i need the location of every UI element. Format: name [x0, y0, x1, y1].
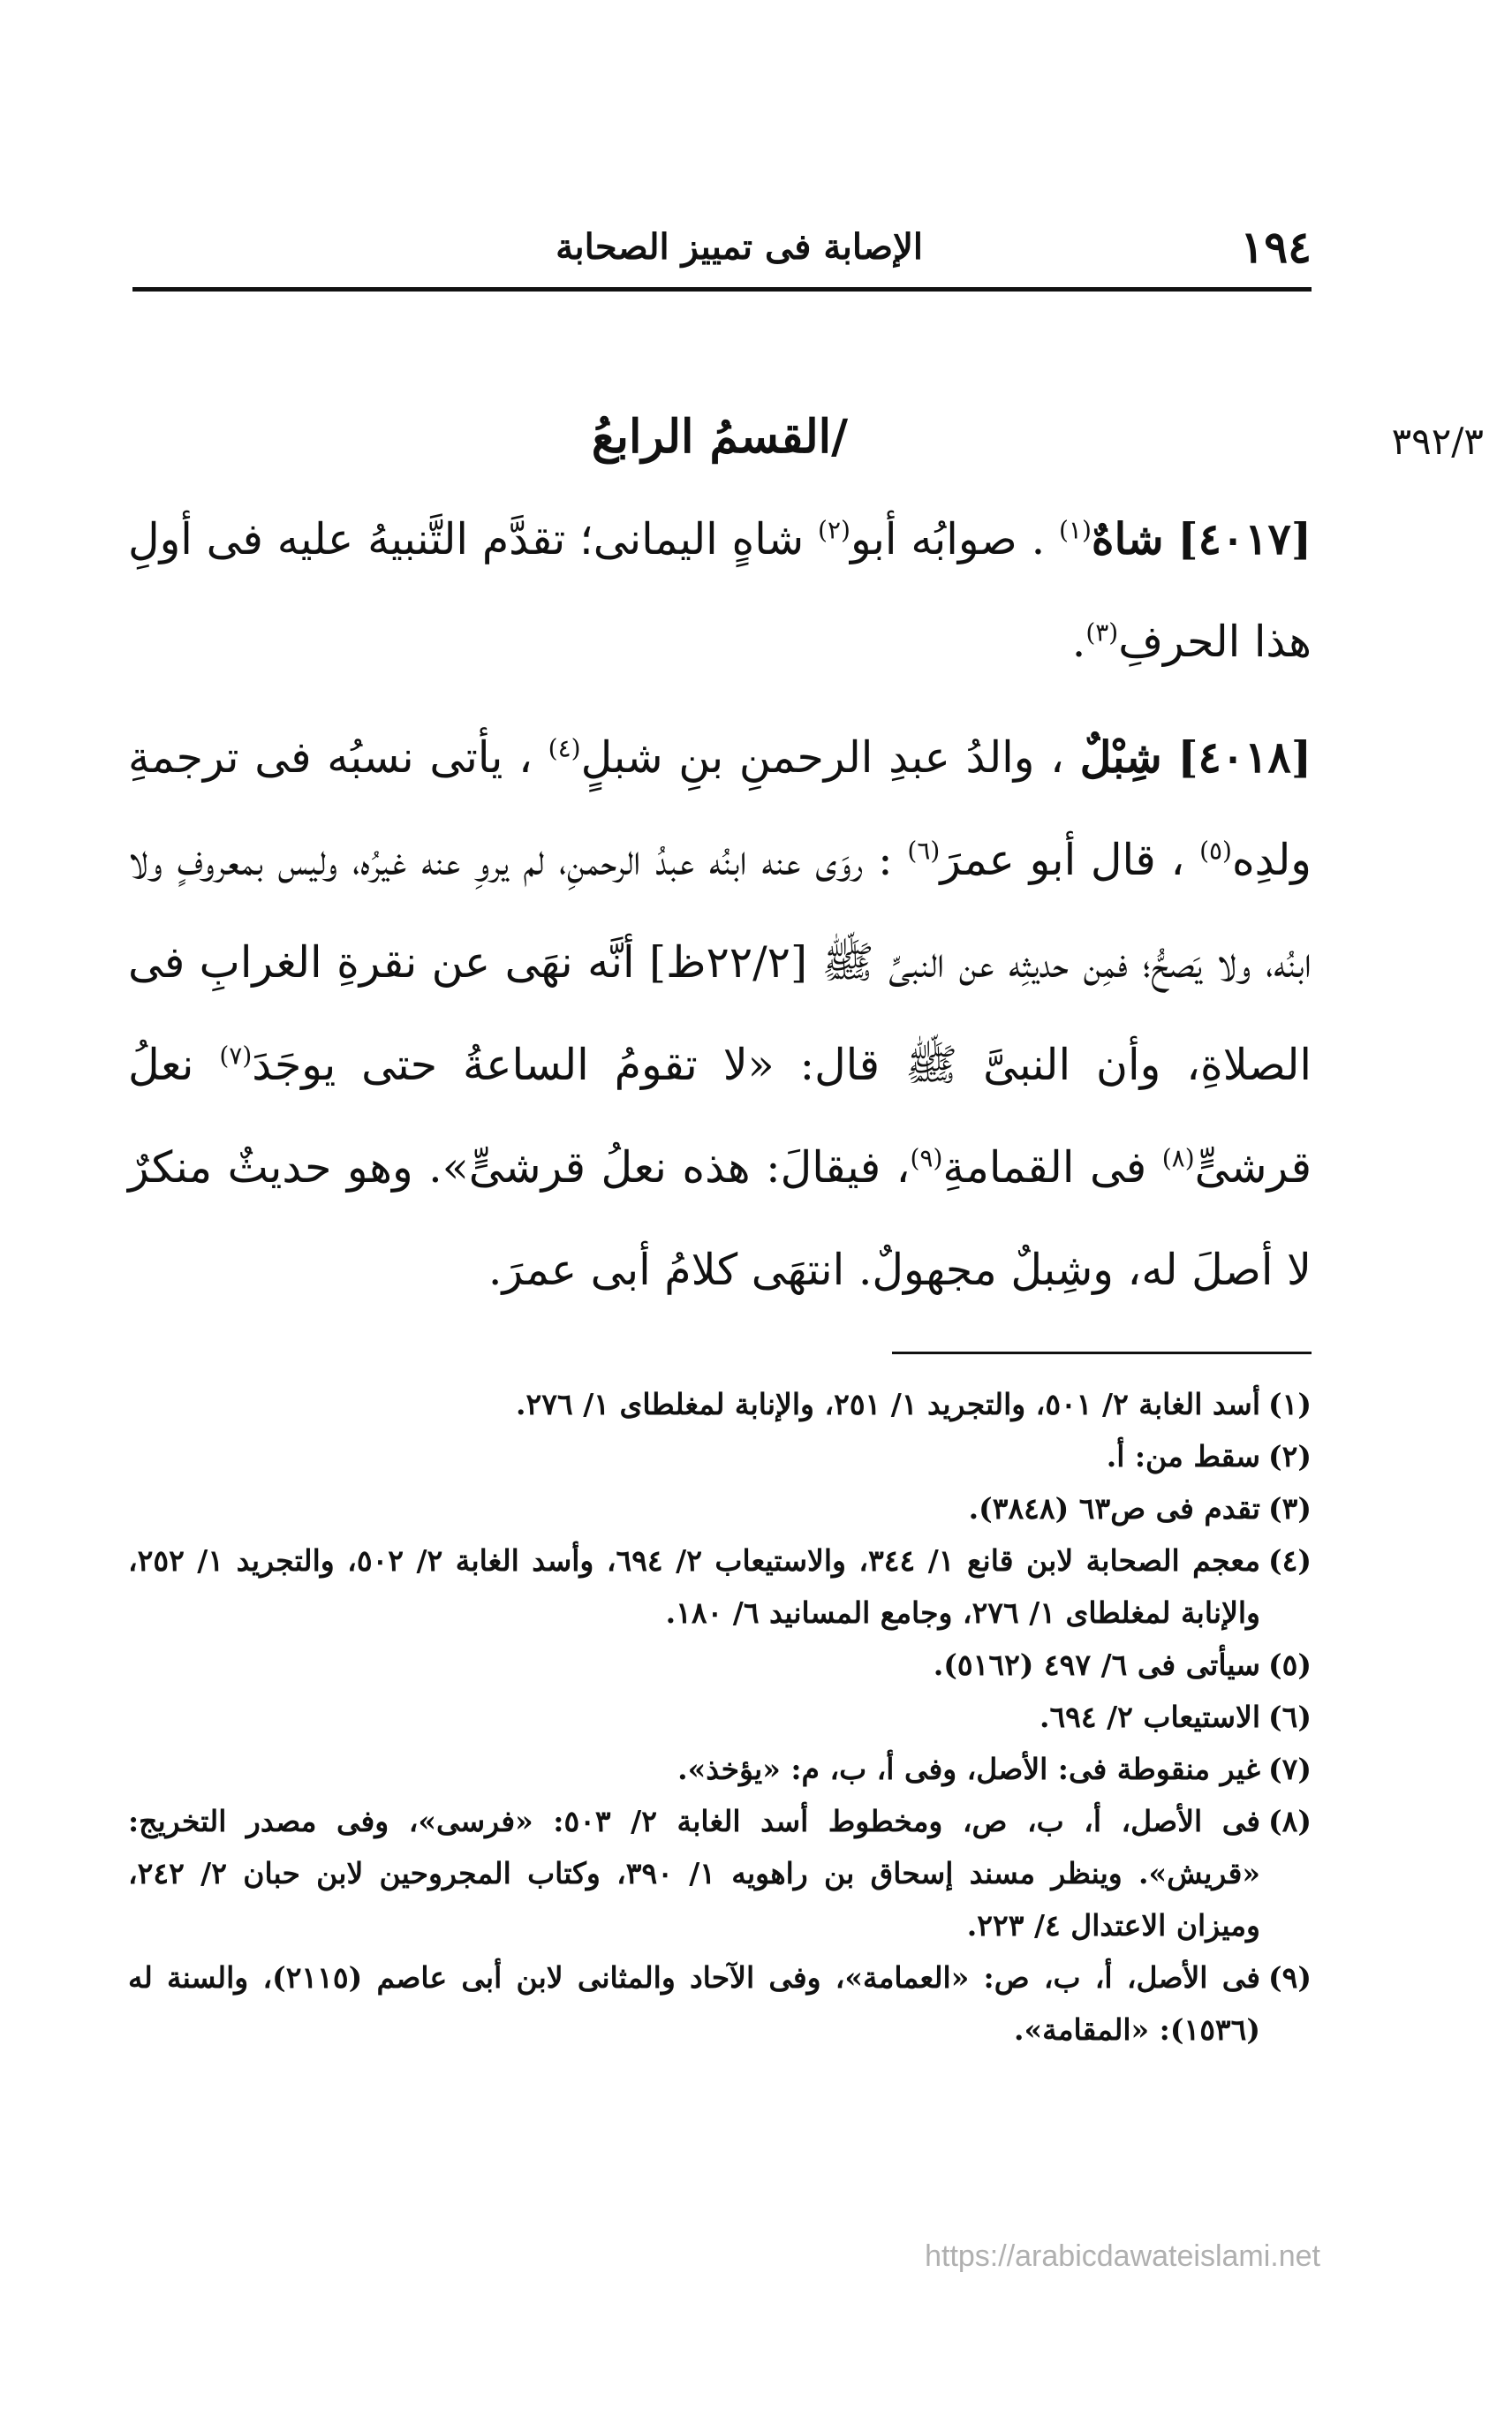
entry-text: فى القمامةِ: [942, 1142, 1147, 1193]
footnote: [128, 1482, 1312, 1534]
entries: [128, 488, 1312, 1334]
entry-text: أنَّه نهَى عن نقرةِ الغرابِ فى الصلاةِ، وأن النبىَّ ﷺ قال: «لا تقومُ الساعةُ حتى يوجَدَ: [128, 937, 1312, 1090]
footnote-mark: (٩): [1268, 1960, 1312, 1995]
entry-text: . صوابُه أبو: [850, 514, 1046, 564]
footnote-rule: [892, 1352, 1312, 1354]
page-number: ١٩٤: [1240, 221, 1312, 273]
footnote-ref: (٦): [907, 836, 941, 866]
footnote-ref: (٥): [1199, 836, 1232, 866]
footnote-text: معجم الصحابة لابن قانع ١/ ٣٤٤، والاستيعاب ٢/ ٦٩٤، وأسد الغابة ٢/ ٥٠٢، والتجريد ١/ ٢٥٢، والإنابة لمغلطاى ١/ ٢٧٦، وجامع المسانيد ٦/ ١٨٠.: [128, 1543, 1261, 1630]
footnote-text: تقدم فى ص٦٣ (٣٨٤٨).: [968, 1491, 1260, 1526]
footnote-text: فى الأصل، أ، ب، ص: «العمامة»، وفى الآحاد والمثانى لابن أبى عاصم (٢١١٥)، والسنة له (١٥٣٦): «المقامة».: [128, 1960, 1260, 2047]
footnote: [128, 1795, 1312, 1951]
footnote-text: الاستيعاب ٢/ ٦٩٤.: [1039, 1700, 1260, 1734]
footnote-mark: (٨): [1268, 1804, 1312, 1838]
entry-name: شِبْلٌ: [1079, 731, 1162, 783]
footnote: [128, 1691, 1312, 1743]
footnote-mark: (٥): [1268, 1648, 1312, 1682]
entry-text: ، قال أبو عمرَ: [940, 835, 1185, 885]
footnotes: [128, 1378, 1312, 2056]
footnote-ref: (٣): [1085, 617, 1119, 648]
book-title: الإصابة فى تمييز الصحابة: [556, 226, 923, 268]
footnote-text: أسد الغابة ٢/ ٥٠١، والتجريد ١/ ٢٥١، والإنابة لمغلطاى ١/ ٢٧٦.: [516, 1387, 1260, 1421]
header-rule: [132, 287, 1312, 292]
footnote: [128, 1430, 1312, 1482]
entry-text: شاهٍ اليمانى؛ تقدَّم التَّنبيهُ عليه فى أولِ هذا الحرفِ: [128, 514, 1312, 667]
entry-text: : روَى عنه ابنُه عبدُ الرحمنِ، لم يروِ عنه غيرُه، وليس بمعروفٍ ولا ابنُه، ولا يَصحُّ؛ فمِن حديثِه عن النبىِّ ﷺ: [128, 835, 1312, 988]
footnote: [128, 1743, 1312, 1795]
footnote-mark: (١): [1268, 1387, 1312, 1421]
footnote-ref: (٩): [910, 1143, 943, 1173]
footnote: [128, 1951, 1312, 2056]
footnote-ref: (٧): [219, 1041, 253, 1071]
entry-4018: [128, 706, 1312, 1322]
entry-name: شاهٌ: [1091, 513, 1164, 564]
margin-reference: ٣٩٢/٣: [1391, 420, 1484, 463]
footnote-mark: (٦): [1268, 1700, 1312, 1734]
footnote-mark: (٧): [1268, 1752, 1312, 1786]
section-heading: /القسمُ الرابعُ: [591, 410, 849, 464]
footnote: [128, 1534, 1312, 1639]
footnote-text: غير منقوطة فى: الأصل، وفى أ، ب، م: «يؤخذ».: [677, 1752, 1260, 1786]
watermark-url: https://arabicdawateislami.net: [925, 2239, 1320, 2273]
entry-text: ، يأتى نسبُه فى ترجمةِ ولدِه: [128, 732, 1312, 885]
footnote-mark: (٢): [1268, 1439, 1312, 1473]
folio-reference: [٢٢/٢ظ]: [649, 937, 808, 988]
footnote: [128, 1378, 1312, 1430]
footnote-mark: (٤): [1268, 1543, 1312, 1578]
footnote-text: سيأتى فى ٦/ ٤٩٧ (٥١٦٢).: [933, 1648, 1260, 1682]
entry-text: ، فيقالَ: هذه نعلُ قرشىٍّ». وهو حديثٌ منكرٌ لا أصلَ له، وشِبلٌ مجهولٌ. انتهَى كلامُ أبى عمرَ.: [128, 1142, 1312, 1295]
entry-text: ، والدُ عبدِ الرحمنِ بنِ شبلٍ: [580, 732, 1064, 783]
running-header: [132, 216, 1312, 278]
footnote-text: سقط من: أ.: [1106, 1439, 1260, 1473]
footnote-ref: (١): [1058, 515, 1092, 545]
footnote-ref: (٨): [1161, 1143, 1195, 1173]
footnote: [128, 1639, 1312, 1691]
footnote-mark: (٣): [1268, 1491, 1312, 1526]
footnote-ref: (٤): [548, 733, 581, 763]
entry-number: [٤٠١٧]: [1177, 513, 1312, 564]
entry-4017: [128, 488, 1312, 693]
footnote-ref: (٢): [818, 515, 850, 545]
entry-text: .: [1071, 617, 1086, 667]
footnote-text: فى الأصل، أ، ب، ص، ومخطوط أسد الغابة ٢/ ٥٠٣: «فرسى»، وفى مصدر التخريج: «قريش». وينظر مسند إسحاق بن راهويه ١/ ٣٩٠، وكتاب المجروحين لابن حبان ٢/ ٢٤٢، وميزان الاعتدال ٤/ ٢٢٣.: [128, 1804, 1260, 1943]
entry-text: نعلُ قرشىٍّ: [128, 1040, 1312, 1193]
entry-number: [٤٠١٨]: [1177, 731, 1312, 783]
